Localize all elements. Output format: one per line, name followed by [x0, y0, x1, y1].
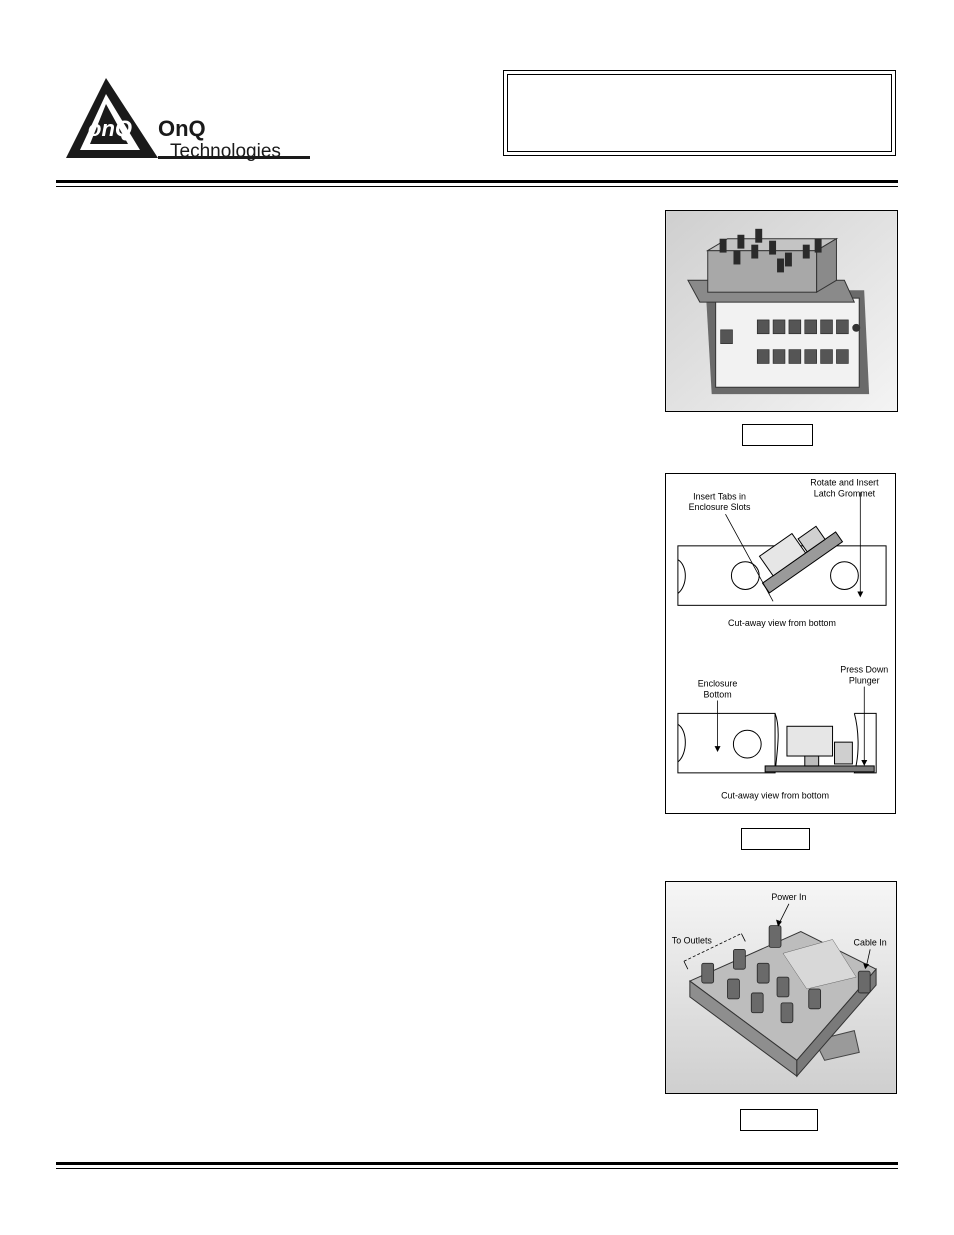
figure-3-image: [665, 881, 897, 1094]
callout-to-outlets: To Outlets: [671, 935, 712, 946]
callout-press-2: Plunger: [848, 675, 880, 686]
header-rule-thick: [56, 180, 898, 183]
title-box: [503, 70, 896, 156]
footer-rule-thick: [56, 1162, 898, 1165]
callout-rotate-2: Latch Grommet: [813, 488, 876, 499]
callout-enclosure-2: Bottom: [703, 689, 732, 700]
footer-rule-thin: [56, 1168, 898, 1169]
callout-cable-in: Cable In: [853, 937, 887, 948]
caption-cutaway-top: Cut-away view from bottom: [728, 618, 836, 629]
title-box-text: [507, 74, 892, 152]
brand-subtitle: Technologies: [170, 141, 281, 162]
callout-rotate-1: Rotate and Insert: [810, 477, 879, 488]
figure-3-caption: [740, 1109, 818, 1131]
figure-2-image: [665, 473, 896, 814]
callout-power-in: Power In: [771, 891, 807, 902]
figure-1-image: [665, 210, 898, 412]
onq-logo: [62, 74, 314, 170]
callout-enclosure-1: Enclosure: [697, 678, 738, 689]
caption-cutaway-bottom: Cut-away view from bottom: [721, 790, 830, 801]
figure-1-caption: [742, 424, 813, 446]
figure-2-caption: [741, 828, 810, 850]
callout-press-1: Press Down: [840, 664, 889, 675]
header-rule-thin: [56, 186, 898, 187]
callout-insert-tabs-1: Insert Tabs in: [693, 491, 746, 502]
logo-mark-text: onQ: [88, 116, 132, 141]
brand-name: OnQ: [158, 116, 206, 141]
callout-insert-tabs-2: Enclosure Slots: [688, 502, 751, 513]
